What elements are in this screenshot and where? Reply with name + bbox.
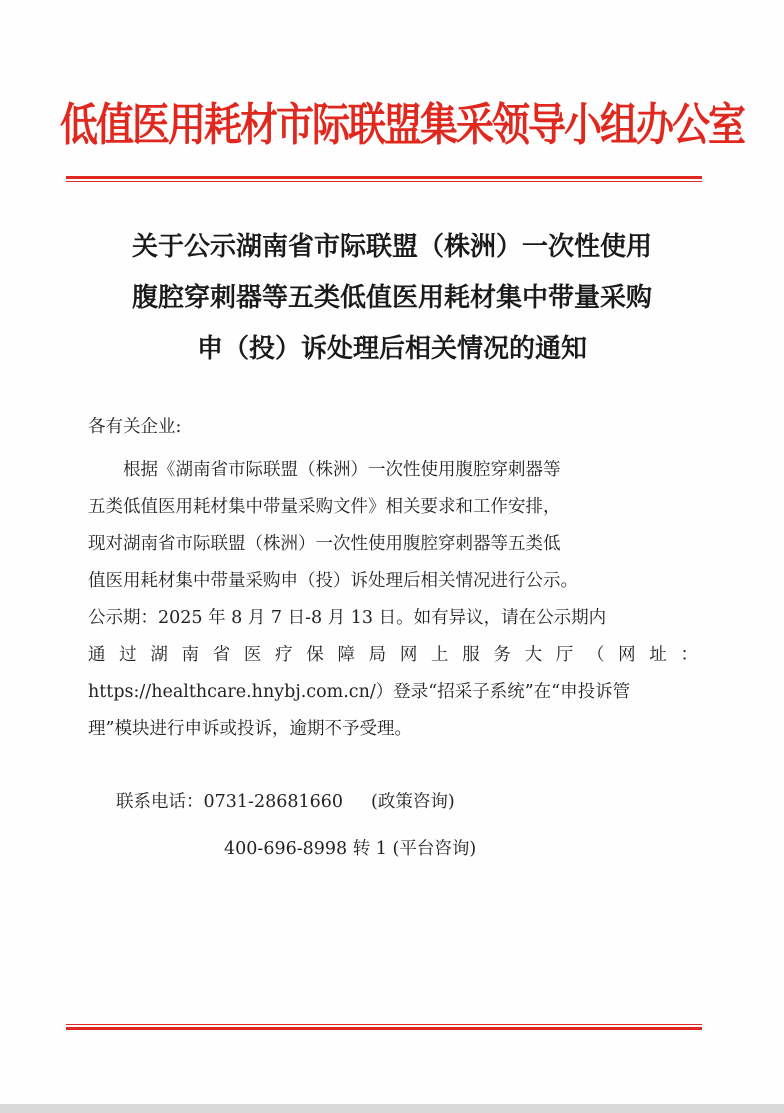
contact-line-2: 400-696-8998 转 1 (平台咨询): [224, 839, 477, 859]
header-red-rule-thin: [66, 181, 702, 182]
contact-phone-1-note: (政策咨询): [371, 792, 455, 812]
body-text: [88, 452, 698, 748]
footer-red-rule: [66, 1027, 702, 1030]
body-line: 理”模块进行申诉或投诉，逾期不予受理。: [88, 719, 412, 739]
body-line: 值医用耗材集中带量采购申（投）诉处理后相关情况进行公示。: [88, 571, 578, 591]
body-line: 五类低值医用耗材集中带量采购文件》相关要求和工作安排，: [88, 497, 561, 517]
title-line-1: 关于公示湖南省市际联盟（株洲）一次性使用: [131, 232, 652, 262]
footer-red-rule-thin: [66, 1024, 702, 1025]
body-line: 通过湖南省医疗保障局网上服务大厅（网址：: [88, 645, 698, 665]
contact-label: 联系电话：: [116, 792, 204, 812]
title-line-3: 申（投）诉处理后相关情况的通知: [196, 334, 587, 364]
header-red-rule: [66, 176, 702, 179]
body-line-url: https://healthcare.hnybj.com.cn/）登录“招采子系统”在“申投诉管: [88, 682, 631, 702]
title-line-2: 腹腔穿刺器等五类低值医用耗材集中带量采购: [131, 283, 652, 313]
contact-phone-1: 0731-28681660: [203, 792, 344, 812]
letterhead: 低值医用耗材市际联盟集采领导小组办公室: [60, 97, 745, 151]
contact-line-1: [116, 788, 455, 813]
page-bottom-edge: [0, 1104, 784, 1113]
body-line: 公示期：2025 年 8 月 7 日-8 月 13 日。如有异议，请在公示期内: [88, 608, 607, 628]
salutation: 各有关企业:: [88, 417, 182, 437]
document-title: [60, 222, 724, 375]
body-line: 现对湖南省市际联盟（株洲）一次性使用腹腔穿刺器等五类低: [88, 534, 561, 554]
body-line: 根据《湖南省市际联盟（株洲）一次性使用腹腔穿刺器等: [123, 460, 561, 480]
